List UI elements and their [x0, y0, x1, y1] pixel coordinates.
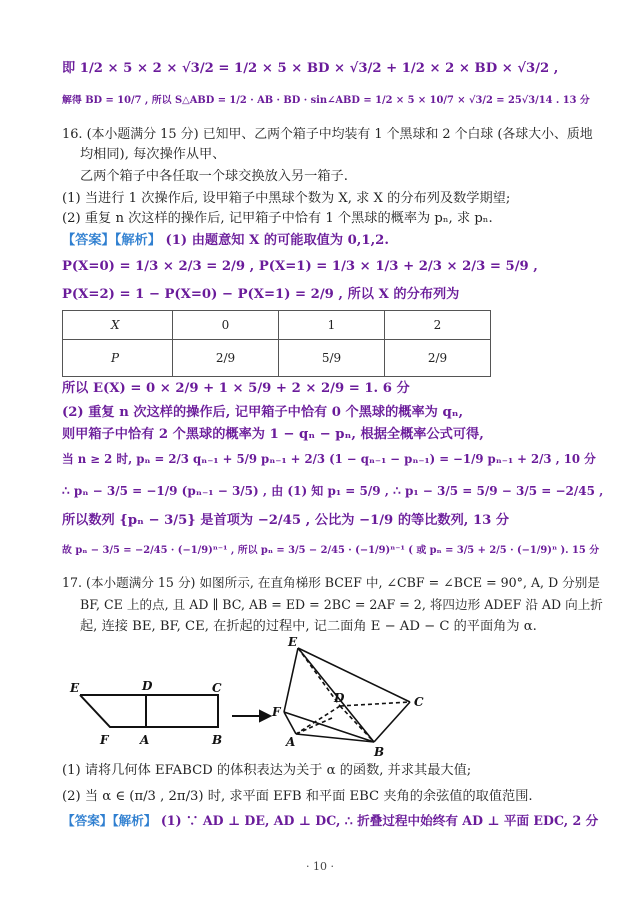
- problem-16-text-3: 乙两个箱子中各任取一个球交换放入另一箱子.: [80, 169, 348, 184]
- label-left-a: A: [140, 733, 150, 747]
- answer-16-text-6: 则甲箱子中恰有 2 个黑球的概率为 1 − qₙ − pₙ, 根据全概率公式可得,: [62, 427, 484, 442]
- problem-17-line-1: [62, 574, 600, 592]
- line-1-text: 即 1/2 × 5 × 2 × √3/2 = 1/2 × 5 × BD × √3/2 + 1/2 × 2 × BD × √3/2 ,: [62, 61, 559, 76]
- problem-16-part-2-text: (2) 重复 n 次这样的操作后, 记甲箱子中恰有 1 个黑球的概率为 pₙ, 求 pₙ.: [62, 211, 493, 226]
- problem-17-text-1: 17. (本小题满分 15 分) 如图所示, 在直角梯形 BCEF 中, ∠CBF = ∠BCE = 90°, A, D 分别是: [62, 575, 600, 590]
- table-cell: X: [63, 311, 173, 340]
- answer-16-text-1: (1) 由题意知 X 的可能取值为 0,1,2.: [165, 233, 389, 248]
- answer-16-line-3: [62, 286, 459, 304]
- problem-17-text-3: 起, 连接 BE, BF, CE, 在折起的过程中, 记二面角 E − AD − C 的平面角为 α.: [80, 619, 537, 634]
- answer-16-text-2: P(X=0) = 1/3 × 2/3 = 2/9 , P(X=1) = 1/3 × 1/3 + 2/3 × 2/3 = 5/9 ,: [62, 259, 538, 274]
- table-cell: P: [63, 340, 173, 377]
- answer-16-line-9: [62, 512, 509, 530]
- line-2: [62, 92, 590, 110]
- answer-16-text-8: ∴ pₙ − 3/5 = −1/9 (pₙ₋₁ − 3/5) , 由 (1) 知 p₁ = 5/9 , ∴ p₁ − 3/5 = 5/9 − 3/5 = −2/45 ,: [62, 484, 604, 498]
- label-left-d: D: [142, 679, 153, 693]
- arrow-icon: [232, 711, 270, 721]
- problem-16-text-1: 16. (本小题满分 15 分) 已知甲、乙两个箱子中均装有 1 个黑球和 2 个白球 (各球大小、质地: [62, 127, 593, 142]
- table-cell: 0: [173, 311, 279, 340]
- answer-16-line-4: [62, 380, 410, 398]
- label-left-b: B: [212, 733, 223, 747]
- label-right-d: D: [334, 691, 345, 705]
- geometry-figure: [0, 630, 640, 760]
- problem-17-part-2: [62, 788, 533, 806]
- table-cell: 2/9: [385, 340, 491, 377]
- line-2-text: 解得 BD = 10/7 , 所以 S△ABD = 1/2 · AB · BD · sin∠ABD = 1/2 × 5 × 10/7 × √3/2 = 25√3/14 . 13 分: [62, 95, 590, 106]
- answer-tag-16: 【答案】【解析】: [62, 233, 161, 248]
- problem-16-part-2: [62, 210, 493, 228]
- answer-16-text-3: P(X=2) = 1 − P(X=0) − P(X=1) = 2/9 , 所以 X 的分布列为: [62, 287, 460, 302]
- answer-16-text-10: 故 pₙ − 3/5 = −2/45 · (−1/9)ⁿ⁻¹ , 所以 pₙ = 3/5 − 2/45 · (−1/9)ⁿ⁻¹ ( 或 pₙ = 3/5 + 2/5 · (−1/9)ⁿ ). 15 分: [62, 545, 600, 556]
- answer-16-line-6: [62, 426, 484, 444]
- table-row: [63, 340, 491, 377]
- distribution-table: [62, 310, 491, 377]
- answer-16-text-9: 所以数列 {pₙ − 3/5} 是首项为 −2/45 , 公比为 −1/9 的等比数列, 13 分: [62, 513, 510, 528]
- label-right-e: E: [288, 635, 298, 649]
- table-cell: 2: [385, 311, 491, 340]
- label-left-c: C: [212, 681, 222, 695]
- label-left-e: E: [70, 681, 80, 695]
- problem-17-text-2: BF, CE 上的点, 且 AD ∥ BC, AB = ED = 2BC = 2AF = 2, 将四边形 ADEF 沿 AD 向上折: [80, 597, 603, 612]
- table-cell: 2/9: [173, 340, 279, 377]
- problem-16-line-1: [62, 126, 593, 144]
- problem-16-text-2: 均相同), 每次操作从甲、: [80, 147, 226, 162]
- page-number: · 10 ·: [306, 860, 334, 873]
- answer-16-line-5: [62, 404, 463, 422]
- answer-17-line-1: [62, 812, 598, 830]
- answer-16-line-1: [62, 232, 389, 250]
- answer-16-text-5: (2) 重复 n 次这样的操作后, 记甲箱子中恰有 0 个黑球的概率为 qₙ,: [62, 405, 464, 420]
- problem-16-line-3: [80, 168, 348, 186]
- folded-solid: [284, 648, 410, 742]
- problem-17-part-1-text: (1) 请将几何体 EFABCD 的体积表达为关于 α 的函数, 并求其最大值;: [62, 763, 472, 778]
- answer-16-line-10: [62, 542, 599, 560]
- problem-17-part-2-text: (2) 当 α ∈ (π/3 , 2π/3) 时, 求平面 EFB 和平面 EBC 夹角的余弦值的取值范围.: [62, 789, 533, 804]
- problem-17-line-2: [80, 596, 603, 614]
- table-cell: 1: [279, 311, 385, 340]
- answer-16-text-7: 当 n ≥ 2 时, pₙ = 2/3 qₙ₋₁ + 5/9 pₙ₋₁ + 2/3 (1 − qₙ₋₁ − pₙ₋₁) = −1/9 pₙ₋₁ + 2/3 , 10 分: [62, 452, 596, 466]
- answer-16-line-7: [62, 450, 596, 468]
- answer-16-line-8: [62, 482, 603, 500]
- problem-16-line-2: [80, 146, 225, 164]
- answer-17-text-1: (1) ∵ AD ⊥ DE, AD ⊥ DC, ∴ 折叠过程中始终有 AD ⊥ 平面 EDC, 2 分: [160, 813, 599, 828]
- answer-16-text-4: 所以 E(X) = 0 × 2/9 + 1 × 5/9 + 2 × 2/9 = 1. 6 分: [62, 381, 410, 396]
- problem-16-part-1-text: (1) 当进行 1 次操作后, 设甲箱子中黑球个数为 X, 求 X 的分布列及数学期望;: [62, 191, 511, 206]
- problem-17-part-1: [62, 762, 471, 780]
- label-right-f: F: [272, 705, 281, 719]
- table-row: [63, 311, 491, 340]
- answer-16-line-2: [62, 258, 538, 276]
- problem-16-part-1: [62, 190, 510, 208]
- label-right-b: B: [374, 745, 385, 759]
- label-left-f: F: [100, 733, 109, 747]
- flat-trapezoid: [80, 695, 218, 727]
- label-right-a: A: [286, 735, 296, 749]
- answer-tag-17: 【答案】【解析】: [62, 813, 157, 828]
- line-1: [62, 60, 558, 78]
- label-right-c: C: [414, 695, 424, 709]
- table-cell: 5/9: [279, 340, 385, 377]
